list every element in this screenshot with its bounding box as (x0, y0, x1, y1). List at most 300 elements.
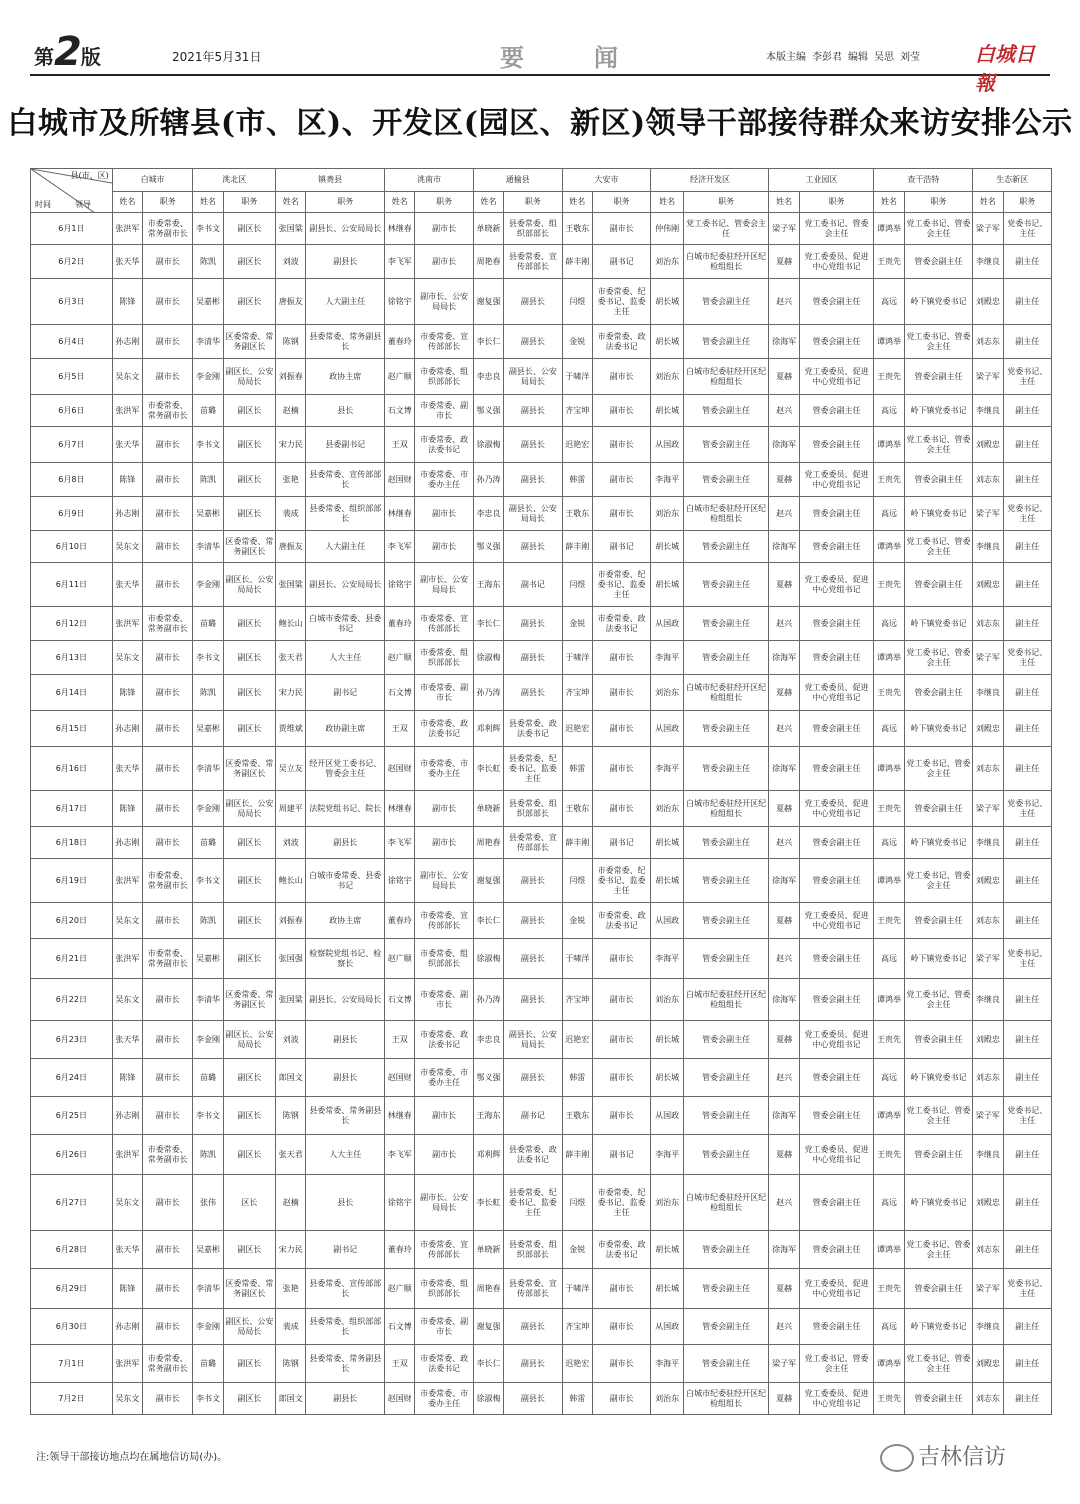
leader-post-cell: 白城市纪委驻经开区纪检组组长 (683, 791, 769, 827)
region-header: 白城市 (112, 169, 193, 192)
leader-name-cell: 张天华 (112, 245, 142, 279)
post-col-header: 职务 (223, 192, 275, 213)
post-col-header: 职务 (306, 192, 385, 213)
leader-name-cell: 唐振友 (276, 531, 306, 563)
credit-name-editor-2: 刘莹 (900, 52, 920, 63)
region-header: 工业园区 (769, 169, 874, 192)
leader-post-cell: 副主任 (1003, 859, 1051, 903)
post-col-header: 职务 (799, 192, 874, 213)
leader-name-cell: 夏赫 (769, 903, 799, 939)
leader-post-cell: 副市长 (415, 245, 474, 279)
leader-post-cell: 管委会副主任 (904, 675, 973, 711)
leader-name-cell: 韩雷 (562, 747, 592, 791)
leader-post-cell: 副县长 (504, 1309, 563, 1345)
leader-post-cell: 副市长 (592, 1345, 651, 1383)
leader-post-cell: 党工委书记、管委会主任 (904, 427, 973, 463)
leader-name-cell: 夏赫 (769, 1269, 799, 1309)
leader-name-cell: 迟艳宏 (562, 1345, 592, 1383)
leader-name-cell: 邓利辉 (473, 711, 503, 747)
leader-name-cell: 李继良 (973, 531, 1003, 563)
leader-post-cell: 副市长 (592, 1309, 651, 1345)
leader-name-cell: 李海平 (651, 747, 683, 791)
leader-post-cell: 管委会副主任 (683, 1059, 769, 1097)
newspaper-logo: 白城日報 (975, 42, 1035, 95)
leader-post-cell: 副区长、公安局局长 (223, 1021, 275, 1059)
leader-name-cell: 于啸洋 (562, 1269, 592, 1309)
leader-post-cell: 副县长 (306, 1059, 385, 1097)
leader-post-cell: 检察院党组书记、检察长 (306, 939, 385, 979)
table-row (31, 1269, 1052, 1309)
leader-name-cell: 周艳春 (473, 245, 503, 279)
leader-post-cell: 副县长 (504, 979, 563, 1021)
leader-name-cell: 刘振春 (276, 903, 306, 939)
leader-name-cell: 刘波 (276, 245, 306, 279)
leader-name-cell: 梁子军 (973, 497, 1003, 531)
leader-name-cell: 陈凯 (193, 903, 223, 939)
region-header: 查干浩特 (874, 169, 973, 192)
leader-post-cell: 市委常委、宣传部部长 (415, 325, 474, 359)
leader-name-cell: 谢复强 (473, 279, 503, 325)
leader-post-cell: 副主任 (1003, 245, 1051, 279)
leader-name-cell: 赵国财 (385, 747, 415, 791)
leader-post-cell: 副区长 (223, 675, 275, 711)
footnote: 注:领导干部接访地点均在属地信访局(办)。 (36, 1452, 228, 1463)
leader-post-cell: 副县长、公安局局长 (504, 359, 563, 395)
leader-post-cell: 副市长 (142, 1269, 192, 1309)
leader-post-cell: 区委常委、常务副区长 (223, 325, 275, 359)
leader-name-cell: 王贵先 (874, 463, 904, 497)
wechat-watermark (880, 1440, 1006, 1472)
leader-name-cell: 赵兴 (769, 497, 799, 531)
leader-post-cell: 市委常委、纪委书记、监委主任 (592, 859, 651, 903)
leader-name-cell: 赵广顺 (385, 359, 415, 395)
leader-post-cell: 副书记 (592, 827, 651, 859)
date-cell: 6月5日 (31, 359, 113, 395)
leader-post-cell: 管委会副主任 (683, 1269, 769, 1309)
leader-post-cell: 副市长 (592, 711, 651, 747)
leader-post-cell: 副主任 (1003, 279, 1051, 325)
leader-post-cell: 副县长 (504, 607, 563, 641)
leader-name-cell: 李海平 (651, 939, 683, 979)
leader-name-cell: 李长仁 (473, 1345, 503, 1383)
leader-post-cell: 副市长、公安局局长 (415, 563, 474, 607)
leader-name-cell: 薛丰刚 (562, 531, 592, 563)
leader-post-cell: 副市长 (592, 1021, 651, 1059)
leader-name-cell: 王双 (385, 1021, 415, 1059)
leader-post-cell: 党工委委员、促进中心党组书记 (799, 791, 874, 827)
leader-post-cell: 副县长 (306, 1021, 385, 1059)
leader-post-cell: 副市长 (142, 791, 192, 827)
section-title: 要闻 (500, 44, 688, 72)
leader-post-cell: 副区长 (223, 1097, 275, 1135)
issue-date: 2021年5月31日 (172, 50, 262, 64)
leader-name-cell: 林继春 (385, 791, 415, 827)
name-col-header: 姓名 (473, 192, 503, 213)
leader-name-cell: 李飞军 (385, 827, 415, 859)
leader-name-cell: 胡长城 (651, 563, 683, 607)
date-cell: 6月23日 (31, 1021, 113, 1059)
leader-name-cell: 李金刚 (193, 563, 223, 607)
leader-name-cell: 张国粱 (276, 213, 306, 245)
leader-name-cell: 刘志东 (973, 325, 1003, 359)
leader-post-cell: 市委常委、市委办主任 (415, 1059, 474, 1097)
leader-name-cell: 王贵先 (874, 675, 904, 711)
leader-post-cell: 党工委委员、促进中心党组书记 (799, 463, 874, 497)
leader-post-cell: 副区长、公安局局长 (223, 791, 275, 827)
leader-name-cell: 徐铭宇 (385, 859, 415, 903)
leader-post-cell: 市委常委、纪委书记、监委主任 (592, 1175, 651, 1231)
leader-post-cell: 副市长 (415, 827, 474, 859)
leader-post-cell: 副市长 (592, 213, 651, 245)
leader-name-cell: 李继良 (973, 1135, 1003, 1175)
leader-post-cell: 党工委委员、促进中心党组书记 (799, 675, 874, 711)
leader-name-cell: 张洪军 (112, 607, 142, 641)
table-row (31, 1021, 1052, 1059)
leader-post-cell: 副县长、公安局局长 (504, 497, 563, 531)
leader-name-cell: 李海平 (651, 1345, 683, 1383)
leader-post-cell: 管委会副主任 (799, 325, 874, 359)
leader-post-cell: 县长 (306, 1175, 385, 1231)
leader-name-cell: 宋力民 (276, 1231, 306, 1269)
leader-post-cell: 副市长 (592, 791, 651, 827)
leader-post-cell: 副市长 (592, 939, 651, 979)
date-cell: 6月30日 (31, 1309, 113, 1345)
leader-name-cell: 王贵先 (874, 1135, 904, 1175)
leader-name-cell: 谭鸿举 (874, 1097, 904, 1135)
region-header: 洮北区 (193, 169, 276, 192)
leader-name-cell: 李金刚 (193, 1021, 223, 1059)
leader-name-cell: 刘志东 (973, 1059, 1003, 1097)
leader-name-cell: 张国粱 (276, 563, 306, 607)
leader-post-cell: 副市长 (142, 1309, 192, 1345)
post-col-header: 职务 (592, 192, 651, 213)
leader-name-cell: 贾维斌 (276, 711, 306, 747)
leader-name-cell: 赵国财 (385, 1059, 415, 1097)
leader-name-cell: 王贵先 (874, 903, 904, 939)
name-col-header: 姓名 (769, 192, 799, 213)
leader-name-cell: 高远 (874, 279, 904, 325)
leader-post-cell: 党工委委员、促进中心党组书记 (799, 359, 874, 395)
leader-name-cell: 张天华 (112, 1021, 142, 1059)
leader-post-cell: 副市长、公安局局长 (415, 859, 474, 903)
leader-name-cell: 孙志刚 (112, 711, 142, 747)
leader-post-cell: 党委书记、主任 (1003, 641, 1051, 675)
leader-post-cell: 白城市委常委、县委书记 (306, 607, 385, 641)
leader-post-cell: 管委会副主任 (683, 1309, 769, 1345)
leader-post-cell: 县委常委、纪委书记、监委主任 (504, 747, 563, 791)
leader-name-cell: 吴东文 (112, 641, 142, 675)
leader-post-cell: 副主任 (1003, 1231, 1051, 1269)
leader-name-cell: 王敬东 (562, 1097, 592, 1135)
table-row (31, 675, 1052, 711)
leader-post-cell: 副县长、公安局局长 (306, 563, 385, 607)
leader-post-cell: 副主任 (1003, 1175, 1051, 1231)
post-col-header: 职务 (142, 192, 192, 213)
leader-post-cell: 党工委委员、促进中心党组书记 (799, 245, 874, 279)
leader-name-cell: 高远 (874, 395, 904, 427)
table-row (31, 747, 1052, 791)
credit-label-chief: 本版主编 (766, 52, 806, 63)
leader-name-cell: 梁子军 (973, 359, 1003, 395)
leader-name-cell: 鄂义强 (473, 395, 503, 427)
date-cell: 6月25日 (31, 1097, 113, 1135)
leader-name-cell: 李飞军 (385, 1135, 415, 1175)
leader-post-cell: 副书记 (504, 563, 563, 607)
leader-name-cell: 徐海军 (769, 427, 799, 463)
leader-post-cell: 市委常委、市委办主任 (415, 1383, 474, 1415)
leader-name-cell: 谭鸿举 (874, 1231, 904, 1269)
leader-name-cell: 梁子军 (973, 1097, 1003, 1135)
leader-name-cell: 薛丰刚 (562, 1135, 592, 1175)
leader-post-cell: 县长 (306, 395, 385, 427)
leader-name-cell: 林继春 (385, 213, 415, 245)
name-col-header: 姓名 (651, 192, 683, 213)
leader-name-cell: 孙志刚 (112, 325, 142, 359)
post-col-header: 职务 (415, 192, 474, 213)
leader-post-cell: 管委会副主任 (799, 427, 874, 463)
leader-post-cell: 副县长 (504, 463, 563, 497)
leader-post-cell: 副区长 (223, 939, 275, 979)
leader-post-cell: 人大副主任 (306, 279, 385, 325)
leader-post-cell: 管委会副主任 (799, 531, 874, 563)
leader-post-cell: 副市长 (142, 463, 192, 497)
leader-post-cell: 副区长 (223, 1231, 275, 1269)
leader-name-cell: 吴嘉彬 (193, 939, 223, 979)
table-row (31, 607, 1052, 641)
leader-post-cell: 县委常委、纪委书记、监委主任 (504, 1175, 563, 1231)
leader-name-cell: 赵兴 (769, 711, 799, 747)
leader-post-cell: 副县长 (306, 245, 385, 279)
leader-name-cell: 赵兴 (769, 607, 799, 641)
leader-post-cell: 党工委书记、管委会主任 (683, 213, 769, 245)
post-col-header: 职务 (1003, 192, 1051, 213)
leader-name-cell: 李长虹 (473, 747, 503, 791)
leader-post-cell: 副主任 (1003, 1021, 1051, 1059)
leader-post-cell: 岭下镇党委书记 (904, 279, 973, 325)
leader-name-cell: 吴东文 (112, 1175, 142, 1231)
leader-name-cell: 李书文 (193, 427, 223, 463)
leader-name-cell: 张洪军 (112, 213, 142, 245)
name-col-header: 姓名 (874, 192, 904, 213)
leader-post-cell: 县委副书记 (306, 427, 385, 463)
leader-name-cell: 刘殿忠 (973, 711, 1003, 747)
leader-post-cell: 副区长、公安局局长 (223, 563, 275, 607)
leader-name-cell: 高远 (874, 1175, 904, 1231)
leader-name-cell: 裴成 (276, 497, 306, 531)
leader-post-cell: 副市长 (142, 675, 192, 711)
leader-name-cell: 苗璐 (193, 607, 223, 641)
leader-post-cell: 管委会副主任 (683, 859, 769, 903)
leader-name-cell: 从国政 (651, 711, 683, 747)
leader-name-cell: 李继良 (973, 395, 1003, 427)
leader-post-cell: 市委常委、组织部部长 (415, 359, 474, 395)
leader-post-cell: 市委常委、常务副市长 (142, 939, 192, 979)
leader-post-cell: 市委常委、纪委书记、监委主任 (592, 563, 651, 607)
leader-post-cell: 岭下镇党委书记 (904, 1059, 973, 1097)
leader-post-cell: 岭下镇党委书记 (904, 497, 973, 531)
leader-post-cell: 副区长 (223, 463, 275, 497)
region-header: 镇赉县 (276, 169, 385, 192)
leader-post-cell: 县委常委、常务副县长 (306, 1097, 385, 1135)
wechat-icon (880, 1444, 914, 1472)
leader-post-cell: 副市长 (142, 325, 192, 359)
leader-post-cell: 岭下镇党委书记 (904, 827, 973, 859)
leader-name-cell: 徐海军 (769, 531, 799, 563)
leader-post-cell: 副区长 (223, 213, 275, 245)
leader-post-cell: 管委会副主任 (683, 711, 769, 747)
leader-post-cell: 副市长 (592, 747, 651, 791)
leader-name-cell: 石文博 (385, 675, 415, 711)
page-title: 白城市及所辖县(市、区)、开发区(园区、新区)领导干部接待群众来访安排公示 (7, 106, 1073, 141)
leader-name-cell: 王贵先 (874, 359, 904, 395)
leader-name-cell: 鄂义强 (473, 1059, 503, 1097)
leader-name-cell: 刘志东 (973, 903, 1003, 939)
leader-name-cell: 刘治东 (651, 791, 683, 827)
leader-post-cell: 区委常委、常务副区长 (223, 531, 275, 563)
leader-name-cell: 梁子军 (973, 641, 1003, 675)
leader-name-cell: 石文博 (385, 1309, 415, 1345)
leader-post-cell: 副主任 (1003, 1383, 1051, 1415)
leader-name-cell: 李金刚 (193, 359, 223, 395)
date-cell: 6月20日 (31, 903, 113, 939)
leader-post-cell: 管委会副主任 (799, 939, 874, 979)
date-cell: 6月15日 (31, 711, 113, 747)
leader-post-cell: 管委会副主任 (799, 747, 874, 791)
leader-name-cell: 王贵先 (874, 1021, 904, 1059)
leader-post-cell: 党委书记、主任 (1003, 497, 1051, 531)
leader-post-cell: 党工委书记、管委会主任 (904, 325, 973, 359)
leader-post-cell: 副区长 (223, 395, 275, 427)
leader-post-cell: 管委会副主任 (683, 531, 769, 563)
leader-post-cell: 管委会副主任 (904, 903, 973, 939)
leader-post-cell: 党工委书记、管委会主任 (904, 859, 973, 903)
table-row (31, 641, 1052, 675)
leader-name-cell: 王敬东 (562, 791, 592, 827)
leader-name-cell: 王敬东 (562, 497, 592, 531)
leader-name-cell: 李忠良 (473, 1021, 503, 1059)
leader-name-cell: 从国政 (651, 1309, 683, 1345)
leader-post-cell: 副区长 (223, 859, 275, 903)
leader-post-cell: 副市长 (592, 675, 651, 711)
leader-name-cell: 夏赫 (769, 1135, 799, 1175)
leader-post-cell: 副区长 (223, 245, 275, 279)
edition-suffix: 版 (80, 45, 101, 69)
leader-post-cell: 副市长 (592, 1097, 651, 1135)
leader-name-cell: 吴东文 (112, 359, 142, 395)
leader-name-cell: 胡长城 (651, 325, 683, 359)
leader-name-cell: 张艳 (276, 1269, 306, 1309)
leader-name-cell: 陈锋 (112, 791, 142, 827)
post-col-header: 职务 (504, 192, 563, 213)
leader-name-cell: 夏赫 (769, 245, 799, 279)
leader-post-cell: 白城市委常委、县委书记 (306, 859, 385, 903)
leader-name-cell: 吴东文 (112, 979, 142, 1021)
leader-name-cell: 苗璐 (193, 1345, 223, 1383)
table-row (31, 279, 1052, 325)
leader-name-cell: 梁子军 (973, 939, 1003, 979)
leader-post-cell: 岭下镇党委书记 (904, 607, 973, 641)
leader-post-cell: 副市长 (415, 497, 474, 531)
leader-name-cell: 赵兴 (769, 1309, 799, 1345)
date-cell: 6月22日 (31, 979, 113, 1021)
leader-post-cell: 市委常委、纪委书记、监委主任 (592, 279, 651, 325)
leader-name-cell: 于啸洋 (562, 939, 592, 979)
leader-post-cell: 市委常委、副市长 (415, 395, 474, 427)
leader-name-cell: 陈锋 (112, 1269, 142, 1309)
table-row (31, 1059, 1052, 1097)
table-row (31, 1135, 1052, 1175)
region-header: 生态新区 (973, 169, 1052, 192)
date-cell: 6月16日 (31, 747, 113, 791)
leader-post-cell: 管委会副主任 (683, 1135, 769, 1175)
leader-name-cell: 张国强 (276, 939, 306, 979)
leader-name-cell: 苗璐 (193, 395, 223, 427)
leader-post-cell: 副主任 (1003, 1059, 1051, 1097)
leader-name-cell: 谢复强 (473, 1309, 503, 1345)
leader-post-cell: 副县长 (504, 279, 563, 325)
leader-post-cell: 副市长 (142, 1021, 192, 1059)
leader-post-cell: 管委会副主任 (683, 395, 769, 427)
leader-name-cell: 高远 (874, 1309, 904, 1345)
leader-name-cell: 陈凯 (193, 675, 223, 711)
leader-post-cell: 白城市纪委驻经开区纪检组组长 (683, 1383, 769, 1415)
leader-name-cell: 刘殿忠 (973, 427, 1003, 463)
leader-name-cell: 李金刚 (193, 1309, 223, 1345)
leader-post-cell: 副市长 (142, 827, 192, 859)
table-row (31, 395, 1052, 427)
leader-name-cell: 谭鸿举 (874, 747, 904, 791)
leader-name-cell: 韩雷 (562, 463, 592, 497)
leader-post-cell: 党工委书记、管委会主任 (904, 1097, 973, 1135)
leader-name-cell: 梁子军 (973, 213, 1003, 245)
table-row (31, 979, 1052, 1021)
leader-name-cell: 王海东 (473, 1097, 503, 1135)
leader-name-cell: 赵兴 (769, 827, 799, 859)
leader-post-cell: 市委常委、政法委书记 (592, 903, 651, 939)
leader-name-cell: 刘治东 (651, 675, 683, 711)
leader-post-cell: 副市长 (142, 979, 192, 1021)
leader-name-cell: 夏赫 (769, 463, 799, 497)
date-cell: 6月10日 (31, 531, 113, 563)
date-cell: 6月12日 (31, 607, 113, 641)
leader-name-cell: 胡长城 (651, 1269, 683, 1309)
leader-name-cell: 裴成 (276, 1309, 306, 1345)
leader-post-cell: 市委常委、宣传部部长 (415, 1231, 474, 1269)
leader-name-cell: 李清华 (193, 747, 223, 791)
leader-post-cell: 管委会副主任 (799, 1059, 874, 1097)
leader-post-cell: 管委会副主任 (683, 641, 769, 675)
leader-name-cell: 谭鸿举 (874, 427, 904, 463)
leader-name-cell: 李清华 (193, 531, 223, 563)
edition-prefix: 第 (34, 45, 54, 69)
leader-name-cell: 李飞军 (385, 245, 415, 279)
leader-name-cell: 徐海军 (769, 979, 799, 1021)
leader-name-cell: 张洪军 (112, 1135, 142, 1175)
leader-post-cell: 副主任 (1003, 325, 1051, 359)
leader-post-cell: 副区长 (223, 1345, 275, 1383)
leader-name-cell: 高远 (874, 939, 904, 979)
leader-name-cell: 王双 (385, 1345, 415, 1383)
leader-post-cell: 党委书记、主任 (1003, 1269, 1051, 1309)
leader-post-cell: 副区长 (223, 1059, 275, 1097)
leader-name-cell: 刘波 (276, 827, 306, 859)
schedule-body (31, 213, 1052, 1415)
leader-name-cell: 李海平 (651, 641, 683, 675)
leader-post-cell: 副区长、公安局局长 (223, 359, 275, 395)
leader-post-cell: 党工委书记、管委会主任 (904, 531, 973, 563)
table-row (31, 1097, 1052, 1135)
table-row (31, 497, 1052, 531)
